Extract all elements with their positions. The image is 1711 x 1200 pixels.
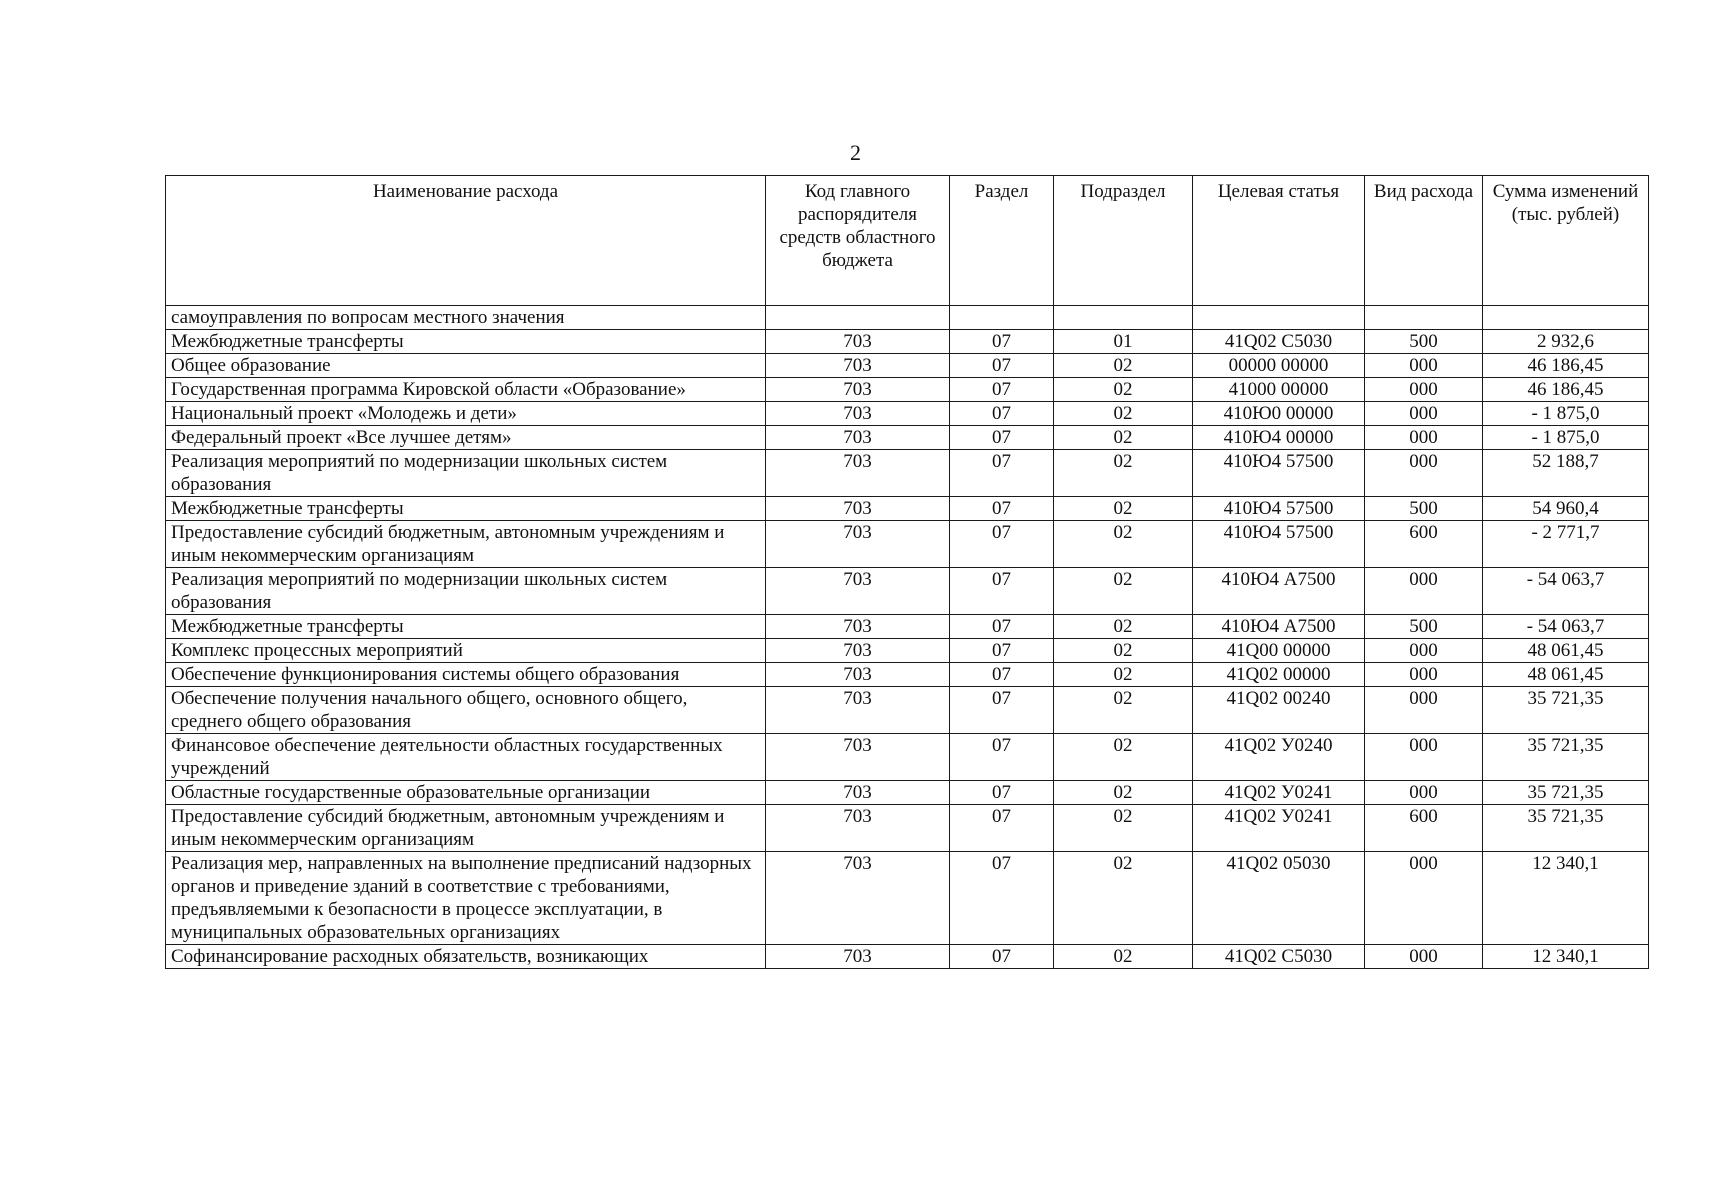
- cell-podrazdel: 02: [1054, 402, 1193, 426]
- table-row: [166, 945, 1649, 969]
- cell-target-article: 41Q02 У0240: [1193, 734, 1365, 781]
- table-row: [166, 402, 1649, 426]
- cell-name: Межбюджетные трансферты: [166, 497, 766, 521]
- table-row: [166, 306, 1649, 330]
- cell-target-article: 410Ю0 00000: [1193, 402, 1365, 426]
- cell-target-article: 41Q02 05030: [1193, 852, 1365, 945]
- cell-razdel: 07: [950, 330, 1054, 354]
- cell-sum: 52 188,7: [1483, 450, 1649, 497]
- cell-target-article: 41Q02 У0241: [1193, 781, 1365, 805]
- cell-sum: - 1 875,0: [1483, 402, 1649, 426]
- cell-expense-type: 500: [1365, 615, 1483, 639]
- cell-grbs: 703: [766, 781, 950, 805]
- cell-sum: - 1 875,0: [1483, 426, 1649, 450]
- cell-razdel: 07: [950, 450, 1054, 497]
- cell-target-article: 410Ю4 57500: [1193, 521, 1365, 568]
- cell-grbs: 703: [766, 330, 950, 354]
- cell-razdel: 07: [950, 805, 1054, 852]
- table-row: [166, 639, 1649, 663]
- cell-podrazdel: 02: [1054, 639, 1193, 663]
- cell-razdel: 07: [950, 639, 1054, 663]
- cell-podrazdel: 02: [1054, 945, 1193, 969]
- cell-razdel: 07: [950, 521, 1054, 568]
- cell-target-article: 410Ю4 A7500: [1193, 568, 1365, 615]
- cell-sum: 35 721,35: [1483, 805, 1649, 852]
- cell-target-article: 41Q02 У0241: [1193, 805, 1365, 852]
- cell-sum: 12 340,1: [1483, 852, 1649, 945]
- cell-expense-type: 000: [1365, 378, 1483, 402]
- cell-razdel: [950, 306, 1054, 330]
- cell-razdel: 07: [950, 687, 1054, 734]
- cell-sum: 2 932,6: [1483, 330, 1649, 354]
- cell-name: Финансовое обеспечение деятельности областных государственных учреждений: [166, 734, 766, 781]
- cell-razdel: 07: [950, 497, 1054, 521]
- table-body: [166, 306, 1649, 969]
- cell-razdel: 07: [950, 426, 1054, 450]
- cell-target-article: 410Ю4 57500: [1193, 497, 1365, 521]
- cell-expense-type: 000: [1365, 426, 1483, 450]
- cell-podrazdel: 02: [1054, 734, 1193, 781]
- header-podrazdel: Подраздел: [1054, 176, 1193, 306]
- cell-podrazdel: 02: [1054, 568, 1193, 615]
- cell-sum: 46 186,45: [1483, 354, 1649, 378]
- cell-sum: - 54 063,7: [1483, 615, 1649, 639]
- cell-name: Реализация мероприятий по модернизации школьных систем образования: [166, 450, 766, 497]
- cell-target-article: 41Q02 00240: [1193, 687, 1365, 734]
- cell-name: Межбюджетные трансферты: [166, 330, 766, 354]
- cell-expense-type: 000: [1365, 781, 1483, 805]
- cell-podrazdel: [1054, 306, 1193, 330]
- cell-target-article: 41Q02 C5030: [1193, 945, 1365, 969]
- cell-name: Национальный проект «Молодежь и дети»: [166, 402, 766, 426]
- cell-expense-type: 600: [1365, 805, 1483, 852]
- cell-grbs: [766, 306, 950, 330]
- cell-name: Обеспечение получения начального общего, основного общего, среднего общего образования: [166, 687, 766, 734]
- header-grbs: Код главного распорядителя средств областного бюджета: [766, 176, 950, 306]
- header-razdel: Раздел: [950, 176, 1054, 306]
- header-sum: Сумма изменений (тыс. рублей): [1483, 176, 1649, 306]
- cell-target-article: 410Ю4 00000: [1193, 426, 1365, 450]
- cell-name: Федеральный проект «Все лучшее детям»: [166, 426, 766, 450]
- cell-target-article: 41Q00 00000: [1193, 639, 1365, 663]
- table-row: [166, 734, 1649, 781]
- cell-name: Софинансирование расходных обязательств, возникающих: [166, 945, 766, 969]
- cell-name: Межбюджетные трансферты: [166, 615, 766, 639]
- cell-name: Реализация мер, направленных на выполнение предписаний надзорных органов и приведение зданий в соответствие с требованиями, предъявляемыми к безопасности в процессе эксплуатации, в муниципальных образовательных организациях: [166, 852, 766, 945]
- table-row: [166, 781, 1649, 805]
- cell-razdel: 07: [950, 852, 1054, 945]
- cell-grbs: 703: [766, 402, 950, 426]
- cell-podrazdel: 02: [1054, 781, 1193, 805]
- cell-expense-type: 000: [1365, 687, 1483, 734]
- budget-changes-table: [165, 175, 1649, 969]
- cell-target-article: 410Ю4 57500: [1193, 450, 1365, 497]
- cell-razdel: 07: [950, 378, 1054, 402]
- cell-grbs: 703: [766, 497, 950, 521]
- cell-podrazdel: 02: [1054, 426, 1193, 450]
- table-row: [166, 426, 1649, 450]
- table-row: [166, 568, 1649, 615]
- cell-expense-type: 000: [1365, 450, 1483, 497]
- cell-razdel: 07: [950, 945, 1054, 969]
- cell-razdel: 07: [950, 781, 1054, 805]
- cell-sum: 54 960,4: [1483, 497, 1649, 521]
- cell-podrazdel: 02: [1054, 521, 1193, 568]
- cell-target-article: 41Q02 00000: [1193, 663, 1365, 687]
- cell-grbs: 703: [766, 450, 950, 497]
- cell-grbs: 703: [766, 687, 950, 734]
- cell-name: самоуправления по вопросам местного значения: [166, 306, 766, 330]
- cell-name: Реализация мероприятий по модернизации школьных систем образования: [166, 568, 766, 615]
- cell-grbs: 703: [766, 354, 950, 378]
- table-row: [166, 450, 1649, 497]
- cell-razdel: 07: [950, 615, 1054, 639]
- cell-target-article: 410Ю4 A7500: [1193, 615, 1365, 639]
- cell-sum: 46 186,45: [1483, 378, 1649, 402]
- header-target-article: Целевая статья: [1193, 176, 1365, 306]
- cell-expense-type: [1365, 306, 1483, 330]
- cell-podrazdel: 02: [1054, 663, 1193, 687]
- cell-target-article: 41Q02 C5030: [1193, 330, 1365, 354]
- cell-sum: 35 721,35: [1483, 734, 1649, 781]
- cell-grbs: 703: [766, 805, 950, 852]
- cell-podrazdel: 02: [1054, 497, 1193, 521]
- cell-name: Обеспечение функционирования системы общего образования: [166, 663, 766, 687]
- cell-target-article: [1193, 306, 1365, 330]
- cell-podrazdel: 02: [1054, 687, 1193, 734]
- cell-sum: 35 721,35: [1483, 781, 1649, 805]
- cell-sum: 48 061,45: [1483, 639, 1649, 663]
- cell-target-article: 00000 00000: [1193, 354, 1365, 378]
- cell-grbs: 703: [766, 615, 950, 639]
- table-row: [166, 497, 1649, 521]
- cell-sum: 12 340,1: [1483, 945, 1649, 969]
- cell-podrazdel: 02: [1054, 615, 1193, 639]
- cell-sum: 35 721,35: [1483, 687, 1649, 734]
- cell-name: Предоставление субсидий бюджетным, автономным учреждениям и иным некоммерческим организациям: [166, 805, 766, 852]
- header-name: Наименование расхода: [166, 176, 766, 306]
- cell-sum: 48 061,45: [1483, 663, 1649, 687]
- cell-razdel: 07: [950, 354, 1054, 378]
- cell-grbs: 703: [766, 852, 950, 945]
- cell-name: Общее образование: [166, 354, 766, 378]
- cell-expense-type: 000: [1365, 568, 1483, 615]
- table-row: [166, 805, 1649, 852]
- cell-name: Государственная программа Кировской области «Образование»: [166, 378, 766, 402]
- cell-grbs: 703: [766, 734, 950, 781]
- page-number: 2: [850, 140, 861, 165]
- cell-podrazdel: 01: [1054, 330, 1193, 354]
- cell-razdel: 07: [950, 663, 1054, 687]
- cell-grbs: 703: [766, 945, 950, 969]
- table-row: [166, 330, 1649, 354]
- cell-podrazdel: 02: [1054, 852, 1193, 945]
- cell-expense-type: 000: [1365, 354, 1483, 378]
- cell-name: Комплекс процессных мероприятий: [166, 639, 766, 663]
- cell-expense-type: 600: [1365, 521, 1483, 568]
- cell-name: Областные государственные образовательные организации: [166, 781, 766, 805]
- table-row: [166, 378, 1649, 402]
- cell-sum: - 2 771,7: [1483, 521, 1649, 568]
- cell-target-article: 41000 00000: [1193, 378, 1365, 402]
- table-row: [166, 354, 1649, 378]
- table-row: [166, 663, 1649, 687]
- cell-expense-type: 000: [1365, 639, 1483, 663]
- header-expense-type: Вид расхода: [1365, 176, 1483, 306]
- cell-razdel: 07: [950, 402, 1054, 426]
- cell-name: Предоставление субсидий бюджетным, автономным учреждениям и иным некоммерческим организациям: [166, 521, 766, 568]
- cell-expense-type: 000: [1365, 402, 1483, 426]
- cell-grbs: 703: [766, 663, 950, 687]
- cell-podrazdel: 02: [1054, 450, 1193, 497]
- table-row: [166, 687, 1649, 734]
- cell-podrazdel: 02: [1054, 805, 1193, 852]
- cell-podrazdel: 02: [1054, 354, 1193, 378]
- table-header-row: [166, 176, 1649, 306]
- cell-sum: [1483, 306, 1649, 330]
- cell-grbs: 703: [766, 568, 950, 615]
- cell-grbs: 703: [766, 426, 950, 450]
- cell-expense-type: 000: [1365, 663, 1483, 687]
- cell-expense-type: 000: [1365, 734, 1483, 781]
- cell-expense-type: 500: [1365, 330, 1483, 354]
- cell-podrazdel: 02: [1054, 378, 1193, 402]
- table-row: [166, 852, 1649, 945]
- cell-grbs: 703: [766, 521, 950, 568]
- cell-expense-type: 000: [1365, 945, 1483, 969]
- cell-grbs: 703: [766, 639, 950, 663]
- cell-razdel: 07: [950, 734, 1054, 781]
- cell-expense-type: 500: [1365, 497, 1483, 521]
- table-row: [166, 615, 1649, 639]
- cell-grbs: 703: [766, 378, 950, 402]
- table-row: [166, 521, 1649, 568]
- cell-sum: - 54 063,7: [1483, 568, 1649, 615]
- cell-expense-type: 000: [1365, 852, 1483, 945]
- cell-razdel: 07: [950, 568, 1054, 615]
